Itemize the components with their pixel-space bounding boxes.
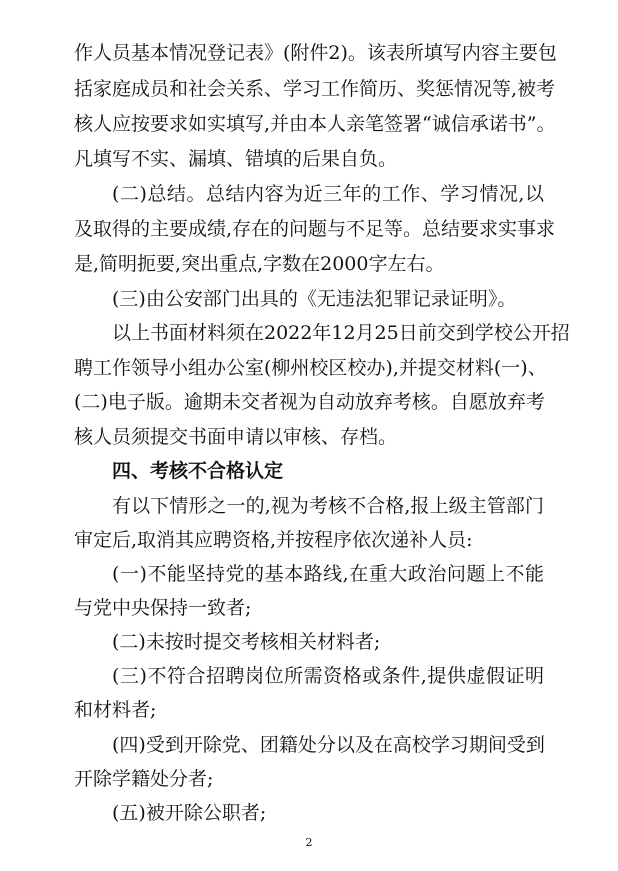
text-line: 核人员须提交书面申请以审核、存档。 bbox=[74, 426, 398, 448]
text-line: 以上书面材料须在2022年12月25日前交到学校公开招 bbox=[112, 322, 570, 344]
text-line: (三)由公安部门出具的《无违法犯罪记录证明》。 bbox=[112, 288, 517, 310]
text-line: 有以下情形之一的,视为考核不合格,报上级主管部门 bbox=[112, 495, 544, 517]
text-line: (三)不符合招聘岗位所需资格或条件,提供虚假证明 bbox=[112, 665, 544, 687]
text-line: 和材料者; bbox=[74, 699, 157, 721]
text-line: (二)电子版。逾期未交者视为自动放弃考核。自愿放弃考 bbox=[74, 391, 545, 413]
text-line: 凡填写不实、漏填、错填的后果自负。 bbox=[74, 148, 398, 170]
text-line: 聘工作领导小组办公室(柳州校区校办),并提交材料(一)、 bbox=[74, 357, 547, 379]
section-heading: 四、考核不合格认定 bbox=[112, 460, 284, 482]
page-number: 2 bbox=[305, 836, 313, 849]
text-line: (五)被开除公职者; bbox=[112, 802, 267, 824]
text-line: 及取得的主要成绩,存在的问题与不足等。总结要求实事求 bbox=[74, 218, 556, 240]
text-line: (二)未按时提交考核相关材料者; bbox=[112, 631, 381, 653]
text-line: 与党中央保持一致者; bbox=[74, 597, 252, 619]
text-line: (四)受到开除党、团籍处分以及在高校学习期间受到 bbox=[112, 734, 545, 756]
text-line: 审定后,取消其应聘资格,并按程序依次递补人员: bbox=[74, 529, 473, 551]
text-line: 作人员基本情况登记表》(附件2)。该表所填写内容主要包 bbox=[74, 42, 557, 64]
text-line: 是,简明扼要,突出重点,字数在2000字左右。 bbox=[74, 253, 445, 275]
text-line: 核人应按要求如实填写,并由本人亲笔签署“诚信承诺书”。 bbox=[74, 113, 556, 135]
text-line: (二)总结。总结内容为近三年的工作、学习情况,以 bbox=[112, 183, 544, 205]
text-line: 括家庭成员和社会关系、学习工作简历、奖惩情况等,被考 bbox=[74, 78, 556, 100]
text-line: 开除学籍处分者; bbox=[74, 768, 214, 790]
text-line: (一)不能坚持党的基本路线,在重大政治问题上不能 bbox=[112, 563, 544, 585]
